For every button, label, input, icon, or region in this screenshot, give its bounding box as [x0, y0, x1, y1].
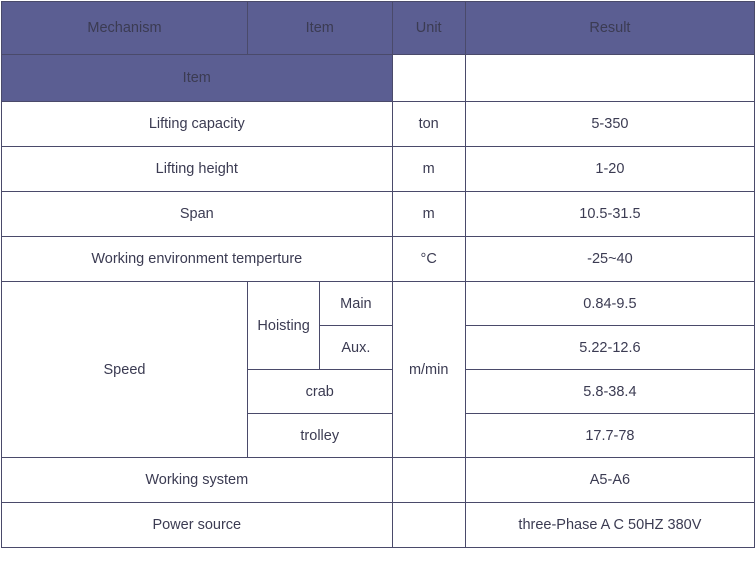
cell-item-aux: Aux.	[320, 326, 392, 370]
cell-mechanism: Working environment temperture	[2, 237, 393, 282]
column-header-unit: Unit	[392, 2, 465, 55]
table-header-row	[2, 2, 755, 55]
cell-unit	[392, 503, 465, 548]
subheader-item: Item	[2, 55, 393, 102]
table-row	[2, 237, 755, 282]
cell-result-trolley: 17.7-78	[465, 414, 754, 458]
cell-mechanism: Power source	[2, 503, 393, 548]
specification-table	[1, 1, 755, 548]
subheader-blank-unit	[392, 55, 465, 102]
cell-result: -25~40	[465, 237, 754, 282]
subheader-blank-result	[465, 55, 754, 102]
cell-result: 1-20	[465, 147, 754, 192]
column-header-item: Item	[247, 2, 392, 55]
cell-result: three-Phase A C 50HZ 380V	[465, 503, 754, 548]
cell-item-main: Main	[320, 282, 392, 326]
cell-mechanism: Lifting capacity	[2, 102, 393, 147]
cell-unit-speed: m/min	[392, 282, 465, 458]
cell-result-main: 0.84-9.5	[465, 282, 754, 326]
cell-result-crab: 5.8-38.4	[465, 370, 754, 414]
table-row	[2, 102, 755, 147]
cell-result: 10.5-31.5	[465, 192, 754, 237]
cell-item-crab: crab	[247, 370, 392, 414]
cell-hoisting-label: Hoisting	[247, 282, 319, 370]
table-row	[2, 147, 755, 192]
cell-mechanism: Working system	[2, 458, 393, 503]
cell-unit: m	[392, 147, 465, 192]
cell-mechanism: Span	[2, 192, 393, 237]
cell-result: A5-A6	[465, 458, 754, 503]
cell-speed-label: Speed	[2, 282, 248, 458]
column-header-mechanism: Mechanism	[2, 2, 248, 55]
table-row	[2, 192, 755, 237]
cell-unit: m	[392, 192, 465, 237]
table-row	[2, 458, 755, 503]
column-header-result: Result	[465, 2, 754, 55]
table-row-speed-main	[2, 282, 755, 326]
cell-unit: °C	[392, 237, 465, 282]
cell-unit: ton	[392, 102, 465, 147]
cell-result-aux: 5.22-12.6	[465, 326, 754, 370]
cell-item-trolley: trolley	[247, 414, 392, 458]
cell-result: 5-350	[465, 102, 754, 147]
cell-unit	[392, 458, 465, 503]
table-subheader-row	[2, 55, 755, 102]
table-row	[2, 503, 755, 548]
cell-mechanism: Lifting height	[2, 147, 393, 192]
